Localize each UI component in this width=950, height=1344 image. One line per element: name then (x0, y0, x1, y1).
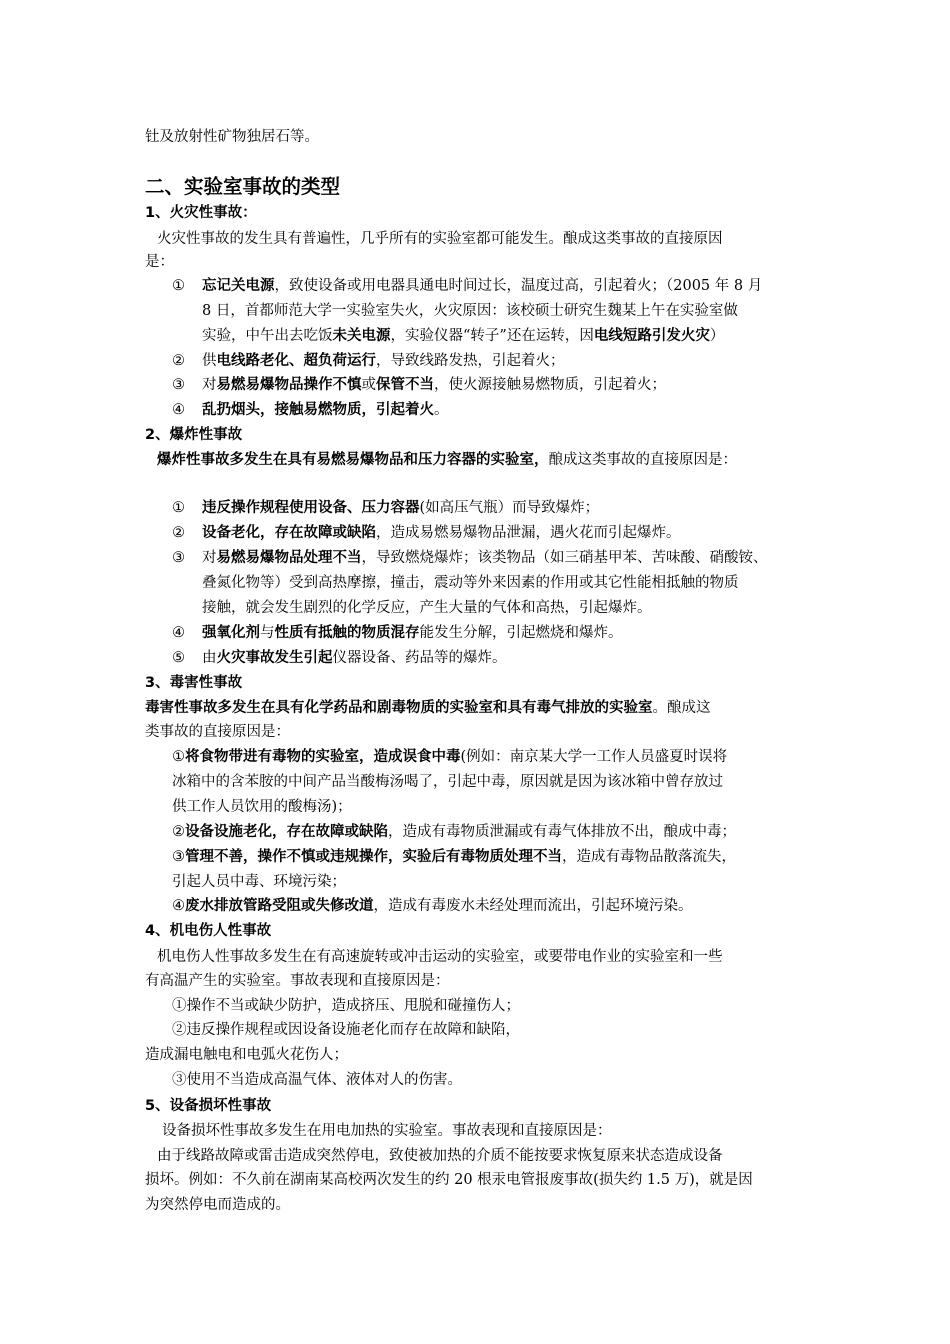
fire-item-2-c: ，导致线路发热，引起着火； (376, 353, 565, 369)
fire-item-1-num: ① (172, 278, 185, 294)
fire-item-1-key: 忘记关电源 (202, 278, 275, 294)
explosion-intro-key: 爆炸性事故多发生在具有易燃易爆物品和压力容器的实验室， (157, 452, 549, 468)
poison-item-1-num: ① (172, 749, 185, 765)
fire-item-3-c: 或 (361, 377, 376, 393)
explosion-item-3-b: 易燃易爆物品处理不当 (216, 550, 362, 566)
explosion-item-5-num: ⑤ (172, 650, 185, 666)
fire-item-4-b: 乱扔烟头，接触易燃物质，引起着火 (202, 402, 434, 418)
mech-line-4: ②违反操作规程或因设备设施老化而存在故障和缺陷， (172, 1022, 520, 1038)
explosion-item-1-num: ① (172, 500, 185, 516)
poison-item-2 (172, 822, 842, 842)
poison-item-2-text: ，造成有毒物质泄漏或有毒气体排放不出，酿成中毒； (388, 824, 736, 840)
fire-item-3-b: 易燃易爆物品操作不慎 (216, 377, 362, 393)
fire-item-1-l3d: 电线短路引发火灾 (593, 328, 710, 344)
explosion-heading: 2、爆炸性事故 (145, 427, 243, 443)
explosion-item-3-line-2: 叠氮化物等）受到高热摩擦，撞击，震动等外来因素的作用或其它性能相抵触的物质 (202, 575, 739, 591)
explosion-item-4-num: ④ (172, 625, 185, 641)
poison-item-1-line-1 (172, 747, 842, 767)
equip-line-1: 设备损坏性事故多发生在用电加热的实验室。事故表现和直接原因是： (162, 1123, 612, 1139)
fire-item-4 (202, 400, 872, 420)
fire-item-3 (202, 375, 872, 395)
poison-item-3-num: ③ (172, 849, 185, 865)
fire-item-1-l3a: 实验，中午出去吃饭 (202, 328, 333, 344)
poison-intro-1 (145, 698, 815, 718)
fire-item-3-a: 对 (202, 377, 217, 393)
explosion-item-4 (202, 623, 872, 643)
explosion-item-5-b: 火灾事故发生引起 (216, 650, 333, 666)
poison-heading: 3、毒害性事故 (145, 675, 243, 691)
poison-intro-text: 。酿成这 (652, 700, 711, 716)
intro-line: 钍及放射性矿物独居石等。 (145, 129, 319, 145)
explosion-item-5-a: 由 (202, 650, 217, 666)
explosion-item-4-d: 性质有抵触的物质混存 (274, 625, 420, 641)
fire-item-3-e: ，使火源接触易燃物质，引起着火； (434, 377, 666, 393)
fire-item-1-line-1 (202, 276, 872, 296)
explosion-item-1-c: (如高压气瓶）而导致爆炸； (419, 500, 600, 516)
explosion-item-3-line-3: 接触，就会发生剧烈的化学反应，产生大量的气体和高热，引起爆炸。 (202, 600, 652, 616)
poison-item-1-line-2: 冰箱中的含苯胺的中间产品当酸梅汤喝了，引起中毒，原因就是因为该冰箱中曾存放过 (172, 774, 723, 790)
explosion-item-5 (202, 648, 872, 668)
poison-intro-2: 类事故的直接原因是： (145, 724, 290, 740)
mech-line-1: 机电伤人性事故多发生在有高速旋转或冲击运动的实验室，或要带电作业的实验室和一些 (157, 949, 723, 965)
poison-item-3-text: ，造成有毒物品散落流失， (562, 849, 736, 865)
fire-item-4-c: 。 (434, 402, 449, 418)
explosion-item-3-c: ，导致燃烧爆炸；该类物品（如三硝基甲苯、苦味酸、硝酸铵、 (361, 550, 768, 566)
explosion-item-3-num: ③ (172, 550, 185, 566)
explosion-item-4-b: 强氧化剂 (202, 625, 260, 641)
explosion-item-4-c: 与 (260, 625, 275, 641)
fire-item-2 (202, 351, 872, 371)
fire-item-1-line-2: 8 日，首都师范大学一实验室失火，火灾原因：该校硕士研究生魏某上午在实验室做 (202, 303, 738, 319)
poison-item-4-text: ，造成有毒废水未经处理而流出，引起环境污染。 (373, 898, 693, 914)
fire-intro-1: 火灾性事故的发生具有普遍性，几乎所有的实验室都可能发生。酿成这类事故的直接原因 (157, 231, 723, 247)
fire-item-1-l3b: 未关电源 (332, 328, 391, 344)
explosion-item-3-line-1 (202, 548, 872, 568)
explosion-intro-text: 酿成这类事故的直接原因是： (548, 452, 737, 468)
poison-item-4-num: ④ (172, 898, 185, 914)
fire-item-1-line-3 (202, 326, 872, 346)
explosion-item-2-b: 设备老化，存在故障或缺陷 (202, 525, 376, 541)
poison-item-3-line-2: 引起人员中毒、环境污染； (172, 874, 346, 890)
poison-item-4-key: 废水排放管路受阻或失修改道 (185, 898, 374, 914)
fire-item-4-num: ④ (172, 402, 185, 418)
fire-item-3-num: ③ (172, 377, 185, 393)
equip-line-2: 由于线路故障或雷击造成突然停电，致使被加热的介质不能按要求恢复原来状态造成设备 (157, 1148, 723, 1164)
explosion-item-2-num: ② (172, 525, 185, 541)
equip-line-3: 损坏。例如：不久前在湖南某高校两次发生的约 20 根汞电管报废事故(损失约 1.5 万)，就是因 (145, 1172, 753, 1188)
fire-item-1-l3e: ） (709, 328, 725, 344)
equip-line-4: 为突然停电而造成的。 (145, 1197, 290, 1213)
explosion-item-2 (202, 523, 872, 543)
mech-line-6: ③使用不当造成高温气体、液体对人的伤害。 (172, 1072, 462, 1088)
explosion-item-4-e: 能发生分解，引起燃烧和爆炸。 (419, 625, 623, 641)
section-title: 二、实验室事故的类型 (145, 175, 341, 198)
explosion-item-3-a: 对 (202, 550, 217, 566)
fire-heading: 1、火灾性事故： (145, 205, 257, 221)
fire-intro-2: 是： (145, 254, 174, 270)
mech-line-2: 有高温产生的实验室。事故表现和直接原因是： (145, 973, 450, 989)
fire-item-2-a: 供 (202, 353, 217, 369)
mech-line-3: ①操作不当或缺少防护，造成挤压、甩脱和碰撞伤人； (172, 998, 520, 1014)
fire-item-1-text: ，致使设备或用电器具通电时间过长，温度过高，引起着火；（2005 年 8 月 (274, 278, 763, 294)
fire-item-2-b: 电线路老化、超负荷运行 (216, 353, 376, 369)
explosion-item-5-c: 仪器设备、药品等的爆炸。 (332, 650, 507, 666)
poison-item-3-key: 管理不善，操作不慎或违规操作，实验后有毒物质处理不当 (185, 849, 562, 865)
poison-item-1-line-3: 供工作人员饮用的酸梅汤)； (172, 799, 352, 815)
explosion-intro (157, 450, 827, 470)
fire-item-2-num: ② (172, 353, 185, 369)
explosion-item-1 (202, 498, 872, 518)
poison-item-1-text: (例如：南京某大学一工作人员盛夏时误将 (460, 749, 728, 765)
fire-item-1-l3c: ，实验仪器“转子”还在运转，因 (390, 328, 594, 344)
explosion-item-1-b: 违反操作规程使用设备、压力容器 (202, 500, 420, 516)
fire-item-3-d: 保管不当 (376, 377, 434, 393)
poison-item-3-line-1 (172, 847, 842, 867)
poison-intro-key: 毒害性事故多发生在具有化学药品和剧毒物质的实验室和具有毒气排放的实验室 (145, 700, 653, 716)
poison-item-2-key: 设备设施老化，存在故障或缺陷 (185, 824, 388, 840)
equip-heading: 5、设备损坏性事故 (145, 1098, 272, 1114)
poison-item-4 (172, 896, 842, 916)
poison-item-2-num: ② (172, 824, 185, 840)
mech-heading: 4、机电伤人性事故 (145, 923, 272, 939)
mech-line-5: 造成漏电触电和电弧火花伤人； (145, 1047, 348, 1063)
explosion-item-2-c: ，造成易燃易爆物品泄漏，遇火花而引起爆炸。 (376, 525, 681, 541)
poison-item-1-key: 将食物带进有毒物的实验室，造成误食中毒 (185, 749, 461, 765)
